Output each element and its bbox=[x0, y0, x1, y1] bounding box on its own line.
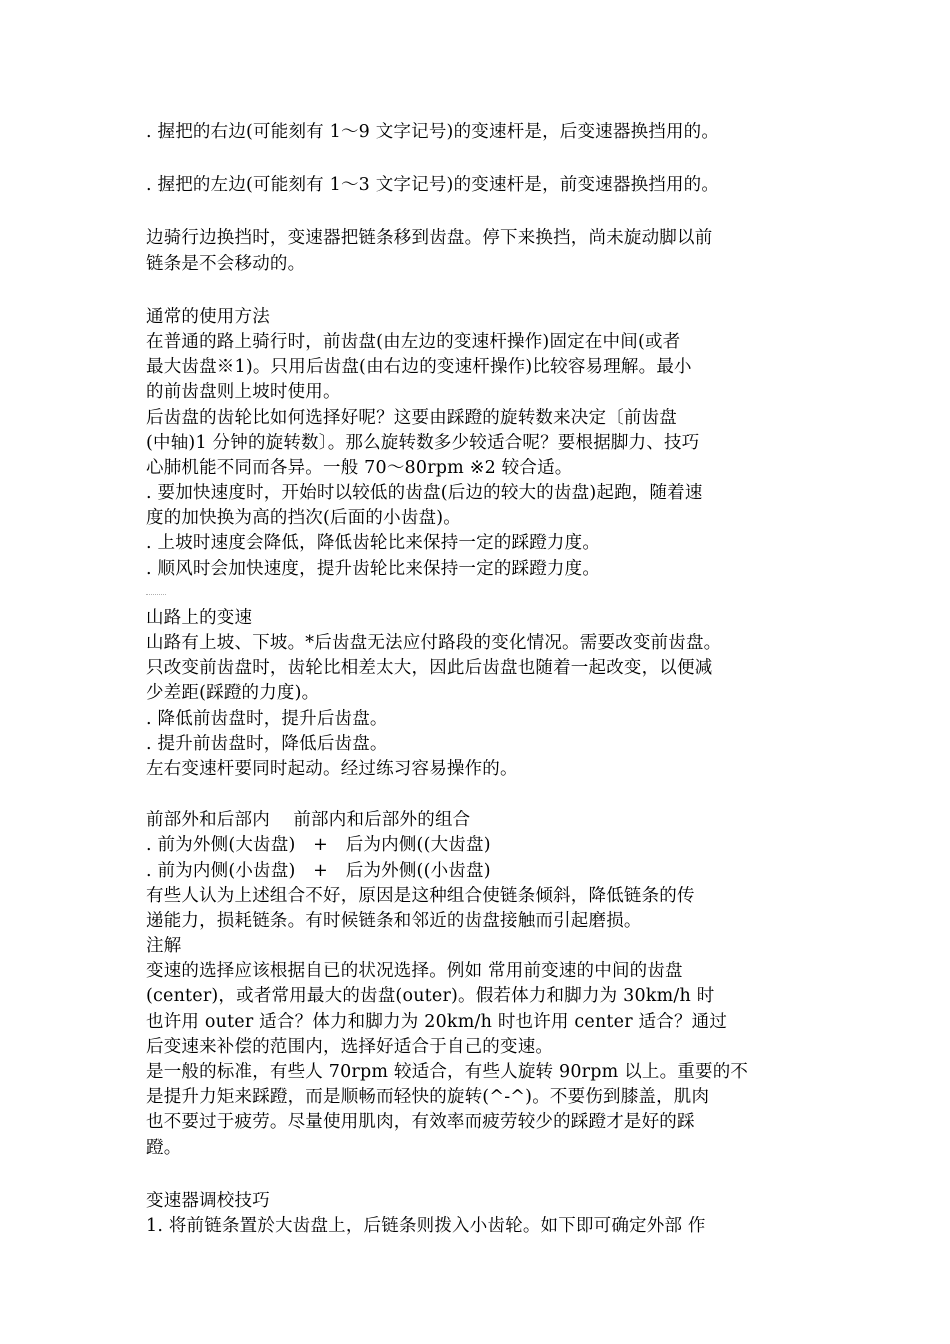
paragraph-front-shifter: . 握把的左边(可能刻有 1～3 文字记号)的变速杆是，前变速器换挡用的。 bbox=[146, 175, 720, 196]
section-heading-mountain: 山路上的变速 bbox=[146, 607, 253, 628]
combination-line-2: . 前为内侧(小齿盘) + 后为外侧((小齿盘) bbox=[146, 860, 491, 881]
paragraph-shifting-line-2: 链条是不会移动的。 bbox=[146, 253, 306, 274]
usage-line-8: 度的加快换为高的挡次(后面的小齿盘)。 bbox=[146, 508, 461, 529]
document-page bbox=[146, 120, 826, 1239]
combination-line-1: . 前为外侧(大齿盘) + 后为内侧((大齿盘) bbox=[146, 835, 491, 856]
mountain-line-3: 少差距(踩蹬的力度)。 bbox=[146, 683, 320, 704]
section-heading-tuning: 变速器调校技巧 bbox=[146, 1190, 270, 1211]
mountain-line-6: 左右变速杆要同时起动。经过练习容易操作的。 bbox=[146, 758, 518, 779]
paragraph-shifting-line-1: 边骑行边换挡时，变速器把链条移到齿盘。停下来换挡，尚未旋动脚以前 bbox=[146, 228, 713, 249]
usage-line-3: 的前齿盘则上坡时使用。 bbox=[146, 382, 341, 403]
section-divider bbox=[146, 594, 166, 596]
notes-line-1: 变速的选择应该根据自已的状况选择。例如 常用前变速的中间的齿盘 bbox=[146, 961, 683, 982]
tuning-line-1: 1. 将前链条置於大齿盘上，后链条则拨入小齿轮。如下即可确定外部 作 bbox=[146, 1215, 706, 1236]
notes-line-4: 后变速来补偿的范围内，选择好适合于自己的变速。 bbox=[146, 1036, 554, 1057]
mountain-line-5: . 提升前齿盘时，降低后齿盘。 bbox=[146, 733, 388, 754]
usage-line-4: 后齿盘的齿轮比如何选择好呢？这要由踩蹬的旋转数来决定〔前齿盘 bbox=[146, 407, 677, 428]
notes-line-2: (center)，或者常用最大的齿盘(outer)。假若体力和脚力为 30km/h 时 bbox=[146, 986, 715, 1007]
notes-line-5: 是一般的标准，有些人 70rpm 较适合，有些人旋转 90rpm 以上。重要的不 bbox=[146, 1062, 749, 1082]
usage-line-9: . 上坡时速度会降低，降低齿轮比来保持一定的踩蹬力度。 bbox=[146, 533, 601, 554]
section-heading-usage: 通常的使用方法 bbox=[146, 306, 270, 327]
usage-line-6: 心肺机能不同而各异。一般 70～80rpm ※2 较合适。 bbox=[146, 457, 573, 478]
section-heading-notes: 注解 bbox=[146, 936, 182, 957]
mountain-line-1: 山路有上坡、下坡。*后齿盘无法应付路段的变化情况。需要改变前齿盘。 bbox=[146, 633, 722, 653]
usage-line-1: 在普通的路上骑行时，前齿盘(由左边的变速杆操作)固定在中间(或者 bbox=[146, 331, 681, 352]
paragraph-rear-shifter: . 握把的右边(可能刻有 1～9 文字记号)的变速杆是，后变速器换挡用的。 bbox=[146, 122, 720, 142]
usage-line-7: . 要加快速度时，开始时以较低的齿盘(后边的较大的齿盘)起跑，随着速 bbox=[146, 483, 703, 504]
notes-line-6: 是提升力矩来踩蹬，而是顺畅而轻快的旋转(^-^)。不要伤到膝盖，肌肉 bbox=[146, 1087, 710, 1108]
section-heading-combination: 前部外和后部内 前部内和后部外的组合 bbox=[146, 810, 471, 831]
usage-line-10: . 顺风时会加快速度，提升齿轮比来保持一定的踩蹬力度。 bbox=[146, 558, 601, 579]
usage-line-2: 最大齿盘※1)。只用后齿盘(由右边的变速杆操作)比较容易理解。最小 bbox=[146, 357, 692, 378]
combination-line-3: 有些人认为上述组合不好，原因是这种组合使链条倾斜，降低链条的传 bbox=[146, 885, 695, 906]
mountain-line-2: 只改变前齿盘时，齿轮比相差太大，因此后齿盘也随着一起改变，以便减 bbox=[146, 658, 713, 679]
notes-line-3: 也许用 outer 适合？体力和脚力为 20km/h 时也许用 center 适合？通过 bbox=[146, 1011, 728, 1032]
notes-line-7: 也不要过于疲劳。尽量使用肌肉，有效率而疲劳较少的踩蹬才是好的踩 bbox=[146, 1112, 695, 1133]
combination-line-4: 递能力，损耗链条。有时候链条和邻近的齿盘接触而引起磨损。 bbox=[146, 910, 642, 931]
notes-line-8: 蹬。 bbox=[146, 1137, 182, 1158]
mountain-line-4: . 降低前齿盘时，提升后齿盘。 bbox=[146, 708, 388, 729]
usage-line-5: (中轴)1 分钟的旋转数〕。那么旋转数多少较适合呢？要根据脚力、技巧 bbox=[146, 432, 700, 453]
